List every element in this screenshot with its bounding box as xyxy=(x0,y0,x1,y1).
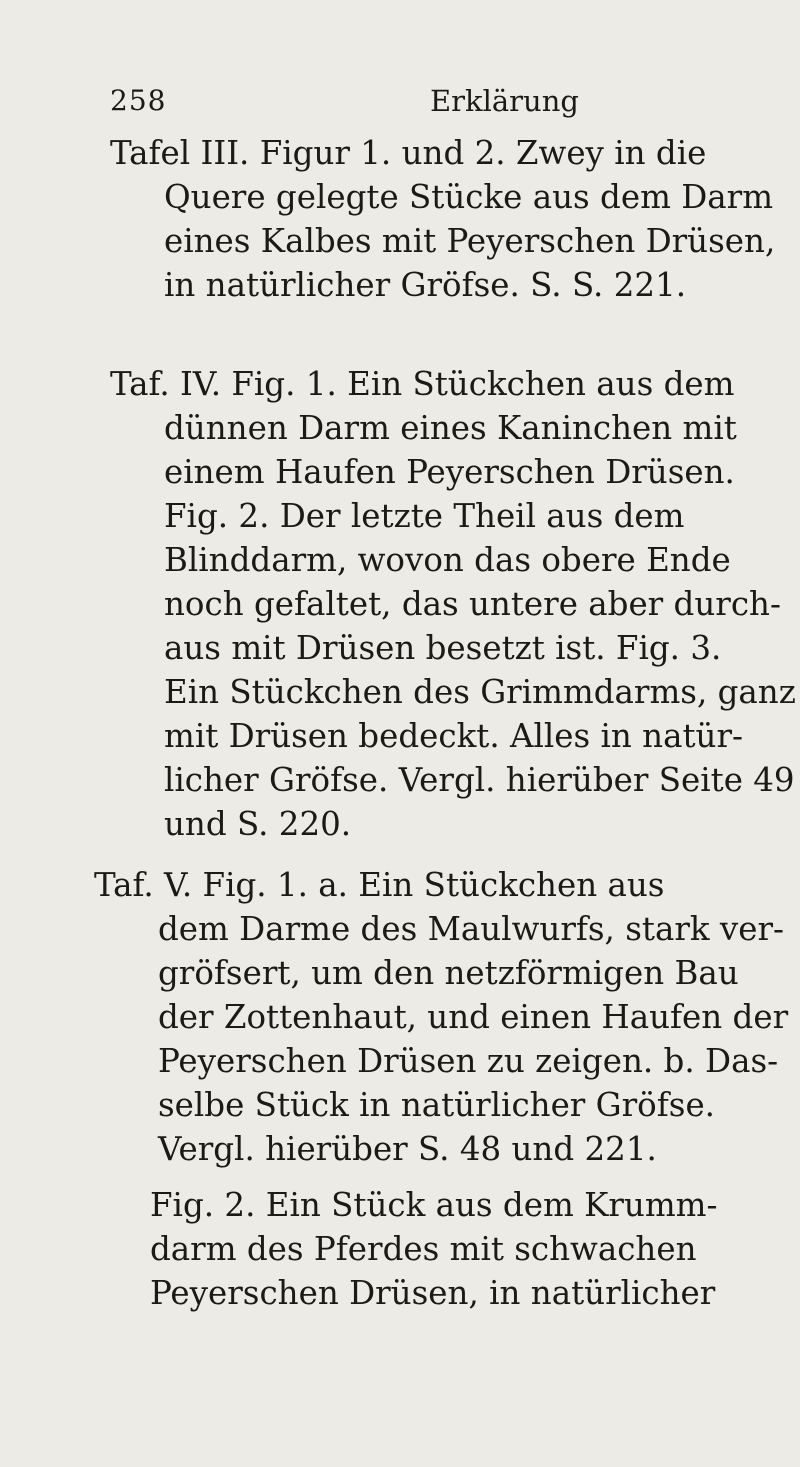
text-line: selbe Stück in natürlicher Gröfse. xyxy=(158,1086,716,1124)
page-number: 258 xyxy=(110,84,167,117)
text-line: mit Drüsen bedeckt. Alles in natür- xyxy=(164,717,743,755)
text-line: in natürlicher Gröfse. S. S. 221. xyxy=(164,266,687,304)
text-line: Blinddarm, wovon das obere Ende xyxy=(164,541,731,579)
text-line: Taf. IV. Fig. 1. Ein Stückchen aus dem xyxy=(110,365,735,403)
text-line: und S. 220. xyxy=(164,805,352,843)
header-title: Erklärung xyxy=(430,84,579,118)
entry-tafel-3 xyxy=(110,131,775,307)
text-line: licher Gröfse. Vergl. hierüber Seite 49 xyxy=(164,761,795,799)
text-line: gröfsert, um den netzförmigen Bau xyxy=(158,954,739,992)
text-line: noch gefaltet, das untere aber durch- xyxy=(164,585,781,623)
text-line: Fig. 2. Ein Stück aus dem Krumm- xyxy=(150,1186,718,1224)
text-line: Peyerschen Drüsen, in natürlicher xyxy=(150,1274,716,1312)
entry-fig-2 xyxy=(150,1183,717,1315)
entry-tafel-4 xyxy=(110,362,796,846)
running-head xyxy=(110,84,670,124)
text-line: dem Darme des Maulwurfs, stark ver- xyxy=(158,910,785,948)
text-line: Quere gelegte Stücke aus dem Darm xyxy=(164,178,774,216)
text-line: einem Haufen Peyerschen Drüsen. xyxy=(164,453,735,491)
text-line: Taf. V. Fig. 1. a. Ein Stückchen aus xyxy=(94,866,665,904)
text-line: darm des Pferdes mit schwachen xyxy=(150,1230,697,1268)
text-line: Vergl. hierüber S. 48 und 221. xyxy=(158,1130,657,1168)
text-line: Tafel III. Figur 1. und 2. Zwey in die xyxy=(110,134,707,172)
text-line: dünnen Darm eines Kaninchen mit xyxy=(164,409,737,447)
text-line: Fig. 2. Der letzte Theil aus dem xyxy=(164,497,685,535)
text-line: eines Kalbes mit Peyerschen Drüsen, xyxy=(164,222,776,260)
text-line: aus mit Drüsen besetzt ist. Fig. 3. xyxy=(164,629,722,667)
text-line: Peyerschen Drüsen zu zeigen. b. Das- xyxy=(158,1042,779,1080)
text-line: der Zottenhaut, und einen Haufen der xyxy=(158,998,789,1036)
text-line: Ein Stückchen des Grimmdarms, ganz xyxy=(164,673,796,711)
entry-tafel-5 xyxy=(94,863,788,1171)
